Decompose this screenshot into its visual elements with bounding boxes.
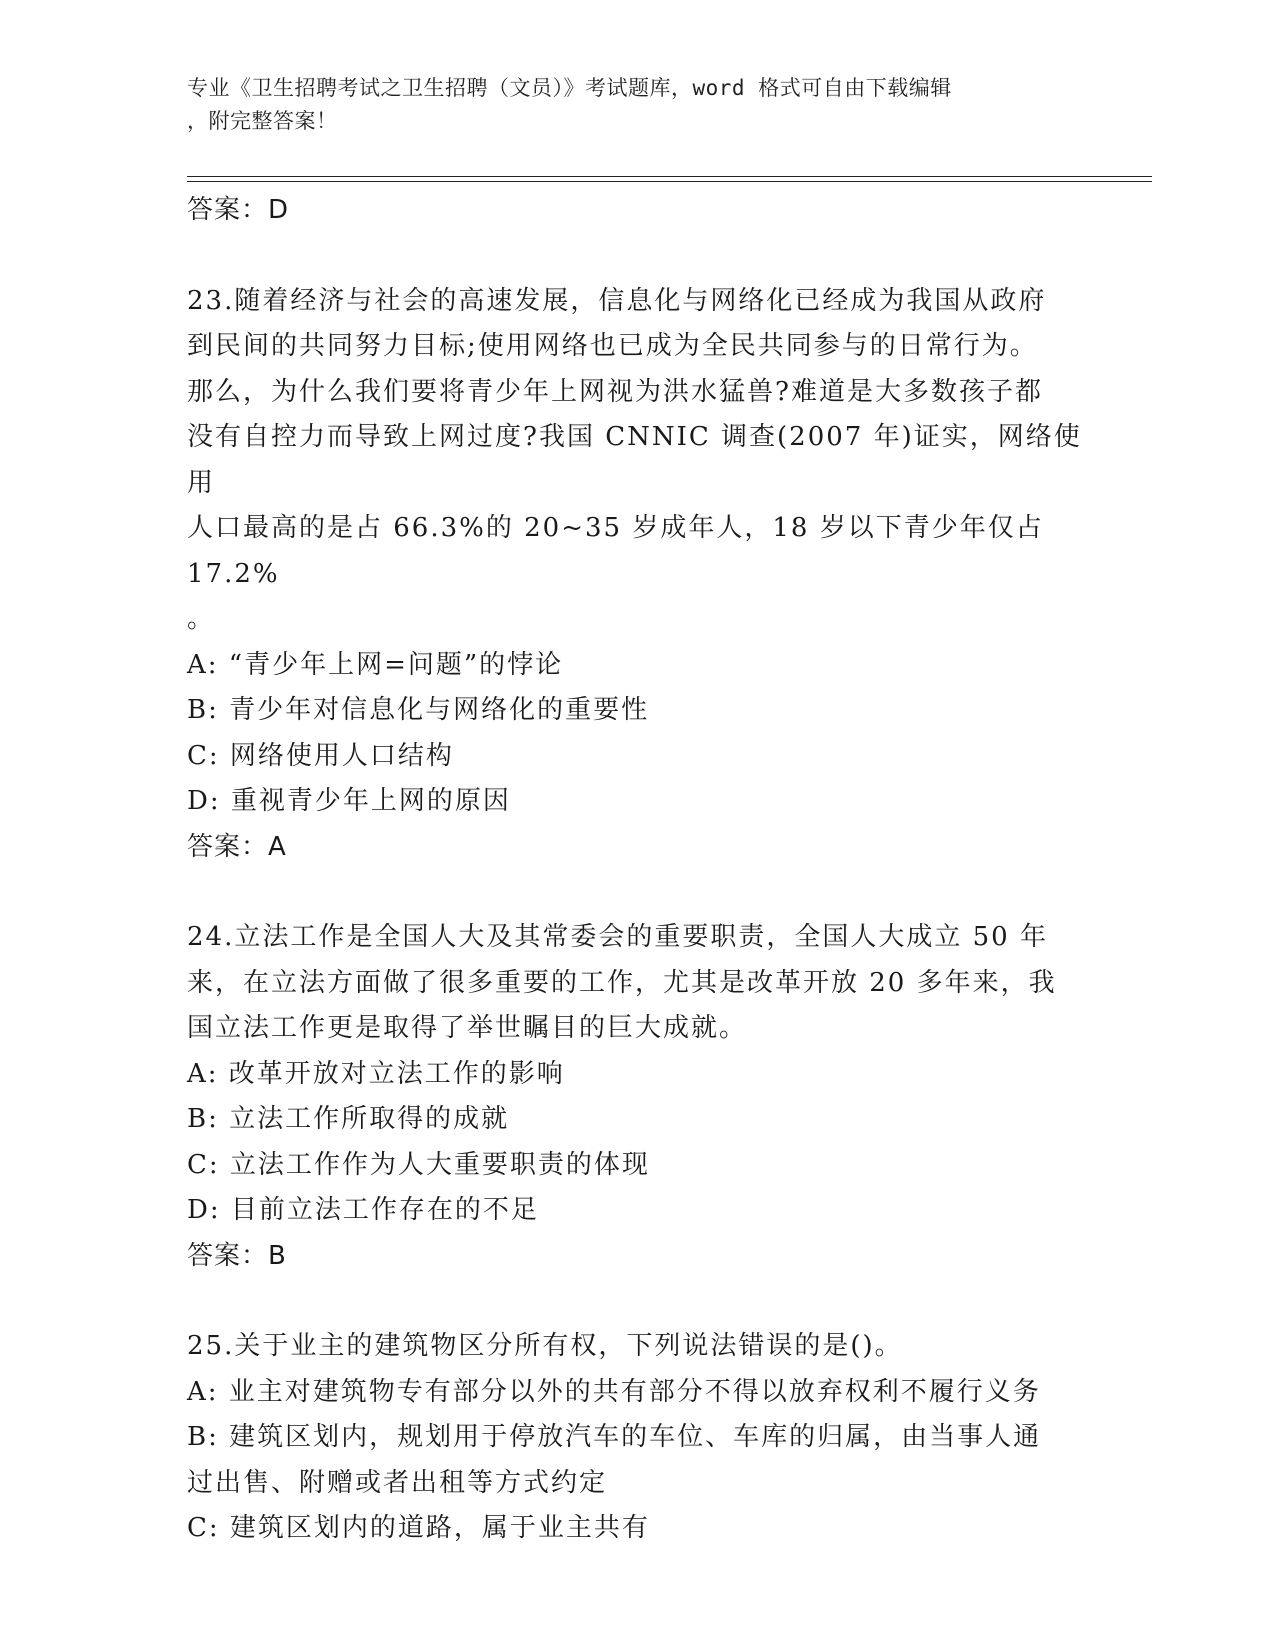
question-text-line: 到民间的共同努力目标;使用网络也已成为全民共同参与的日常行为。: [187, 331, 1038, 361]
question-text-line: 。: [187, 604, 216, 634]
question-25: [187, 1324, 1087, 1552]
answer-24: 答案：B: [187, 1240, 287, 1271]
option-b-continued: 过出售、附赠或者出租等方式约定: [187, 1467, 608, 1498]
question-text-line: 25.关于业主的建筑物区分所有权，下列说法错误的是()。: [187, 1331, 903, 1361]
question-text-line: 24.立法工作是全国人大及其常委会的重要职责，全国人大成立 50 年: [187, 922, 1048, 952]
option-c: C: 建筑区划内的道路，属于业主共有: [187, 1513, 650, 1543]
question-23: [187, 279, 1087, 871]
option-a: A: 改革开放对立法工作的影响: [187, 1058, 565, 1089]
question-text-line: 23.随着经济与社会的高速发展，信息化与网络化已经成为我国从政府: [187, 285, 1047, 316]
question-text-line: 人口最高的是占 66.3%的 20~35 岁成年人，18 岁以下青少年仅占 17.2%: [187, 513, 1044, 589]
answer-22: 答案：D: [187, 195, 290, 225]
option-b: B: 青少年对信息化与网络化的重要性: [187, 695, 650, 725]
question-text-line: 没有自控力而导致上网过度?我国 CNNIC 调查(2007 年)证实，网络使用: [187, 422, 1082, 498]
header-line-1: 专业《卫生招聘考试之卫生招聘（文员）》考试题库，word 格式可自由下载编辑: [187, 76, 952, 100]
option-b: B: 建筑区划内，规划用于停放汽车的车位、车库的归属，由当事人通: [187, 1422, 1042, 1452]
option-c: C: 网络使用人口结构: [187, 740, 454, 771]
spacer: [187, 1279, 1087, 1324]
header-line-2: ，附完整答案！: [187, 109, 338, 133]
option-d: D: 重视青少年上网的原因: [187, 786, 511, 816]
option-b: B: 立法工作所取得的成就: [187, 1104, 510, 1134]
option-d: D: 目前立法工作存在的不足: [187, 1195, 539, 1225]
question-text-line: 来，在立法方面做了很多重要的工作，尤其是改革开放 20 多年来，我: [187, 967, 1057, 998]
option-c: C: 立法工作作为人大重要职责的体现: [187, 1149, 650, 1180]
header-rule: [187, 176, 1152, 177]
spacer: [187, 870, 1087, 915]
header-rule: [187, 181, 1152, 182]
question-list: [187, 188, 1087, 1552]
question-text-line: 那么，为什么我们要将青少年上网视为洪水猛兽?难道是大多数孩子都: [187, 376, 1043, 407]
question-text-line: 国立法工作更是取得了举世瞩目的巨大成就。: [187, 1013, 748, 1043]
answer-23: 答案：A: [187, 831, 287, 862]
option-a: A: 业主对建筑物专有部分以外的共有部分不得以放弃权利不履行义务: [187, 1376, 1041, 1407]
document-header: [187, 72, 1067, 138]
option-a: A: “青少年上网=问题”的悖论: [187, 649, 564, 680]
question-24: [187, 915, 1087, 1279]
spacer: [187, 234, 1087, 279]
